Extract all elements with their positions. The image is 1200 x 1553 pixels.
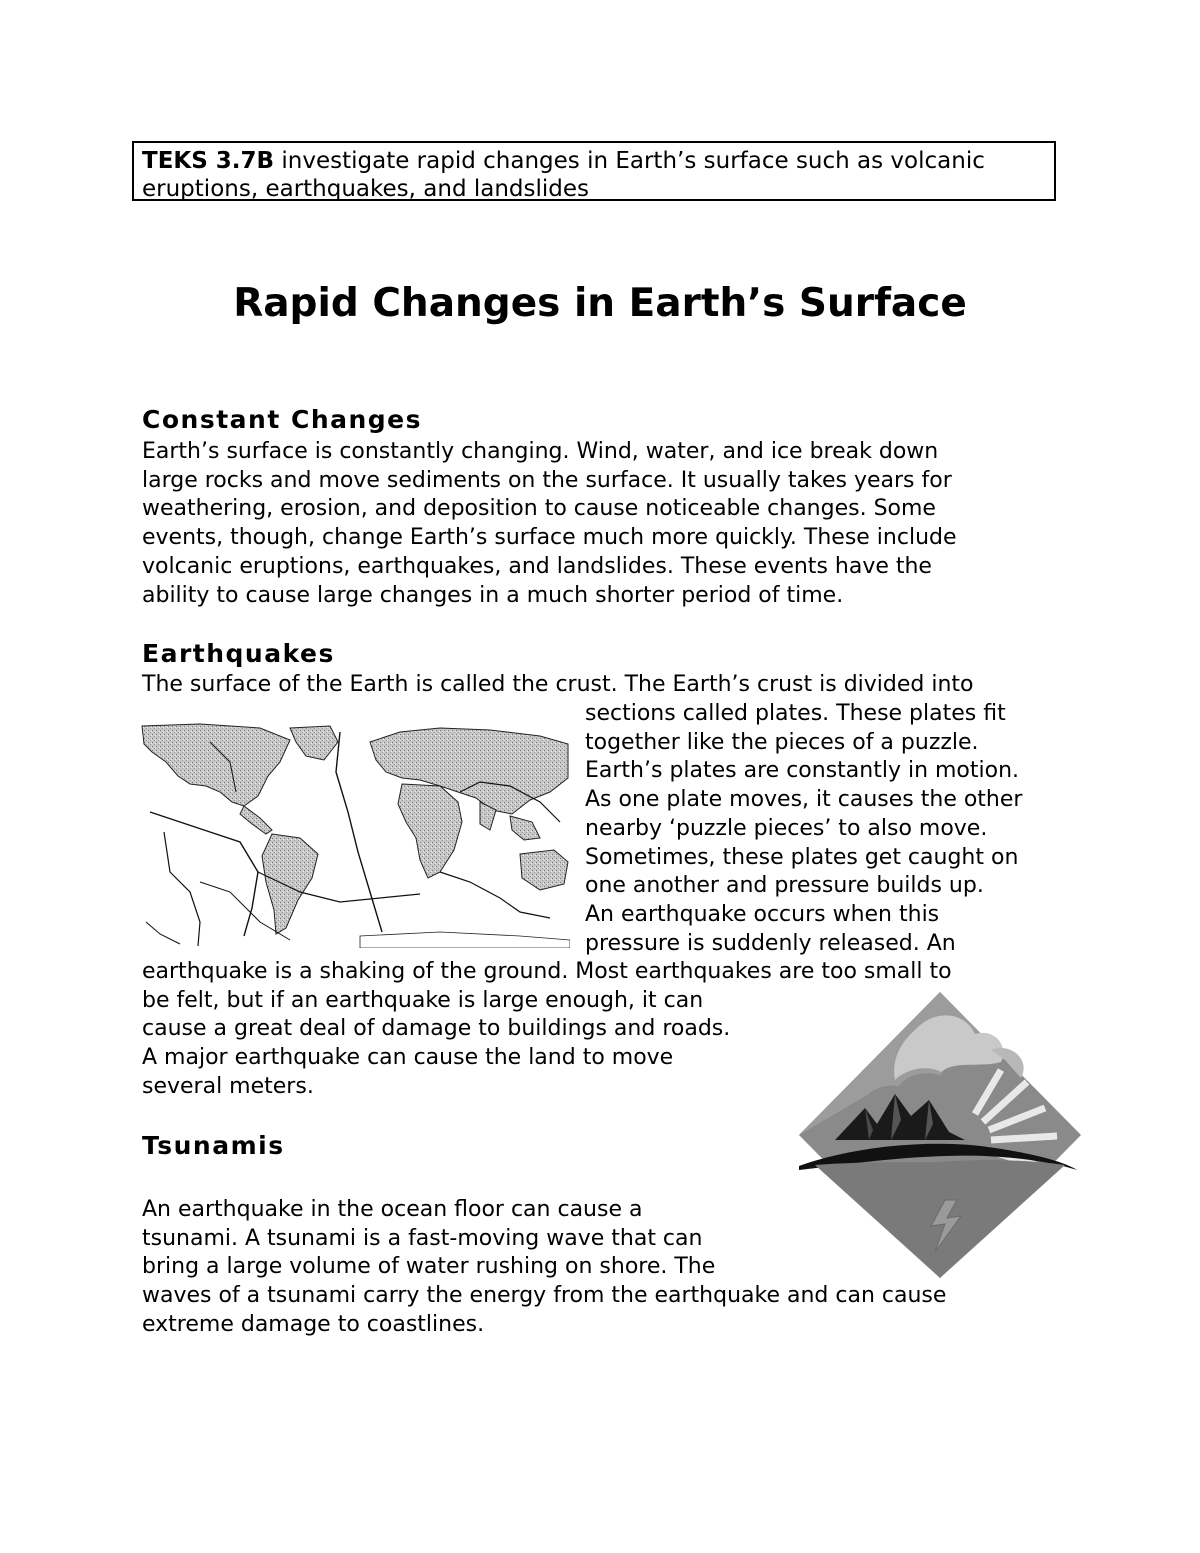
text-line: An earthquake occurs when this [585,901,940,927]
text-line: volcanic eruptions, earthquakes, and landslides. These events have the [142,553,932,579]
text-line: extreme damage to coastlines. [142,1311,485,1337]
teks-code: TEKS 3.7B [142,148,275,174]
text-line: Sometimes, these plates get caught on [585,844,1019,870]
paragraph-earthquakes-wrap [585,700,1022,958]
text-line: waves of a tsunami carry the energy from the earthquake and can cause [142,1283,947,1309]
text-line: one another and pressure builds up. [585,873,984,899]
text-line: bring a large volume of water rushing on shore. The [142,1254,716,1280]
text-line: A major earthquake can cause the land to move [142,1045,674,1071]
heading-earthquakes: Earthquakes [142,639,335,668]
text-line: together like the pieces of a puzzle. [585,729,979,755]
text-line: large rocks and move sediments on the surface. It usually takes years for [142,467,952,493]
text-line: earthquake is a shaking of the ground. Most earthquakes are too small to [142,959,952,984]
text-line: ability to cause large changes in a much shorter period of time. [142,582,844,608]
page-title: Rapid Changes in Earth’s Surface [233,281,967,326]
heading-tsunamis: Tsunamis [142,1131,285,1160]
teks-standard-box [132,141,1056,201]
teks-text-line1: investigate rapid changes in Earth’s surface such as volcanic [274,148,985,174]
text-line: cause a great deal of damage to buildings and roads. [142,1016,731,1042]
text-line: The surface of the Earth is called the crust. The Earth’s crust is divided into [142,672,974,697]
world-plate-map-icon [140,722,570,948]
text-line: pressure is suddenly released. An [585,930,956,956]
text-line: Earth’s surface is constantly changing. Wind, water, and ice break down [142,439,939,464]
paragraph-tsunamis [142,1196,946,1340]
text-line: several meters. [142,1073,314,1099]
text-line: weathering, erosion, and deposition to cause noticeable changes. Some [142,496,936,522]
text-line: As one plate moves, it causes the other [585,787,1023,813]
text-line: nearby ‘puzzle pieces’ to also move. [585,815,988,841]
text-line: An earthquake in the ocean floor can cause a [142,1197,643,1222]
text-line: events, though, change Earth’s surface much more quickly. These include [142,525,957,551]
teks-text-line2: eruptions, earthquakes, and landslides [142,176,590,202]
paragraph-constant-changes [142,438,957,610]
heading-constant-changes: Constant Changes [142,405,423,434]
text-line: sections called plates. These plates fit [585,701,1006,726]
text-line: tsunami. A tsunami is a fast-moving wave that can [142,1225,703,1251]
text-line: Earth’s plates are constantly in motion. [585,758,1020,784]
text-line: be felt, but if an earthquake is large enough, it can [142,987,704,1013]
